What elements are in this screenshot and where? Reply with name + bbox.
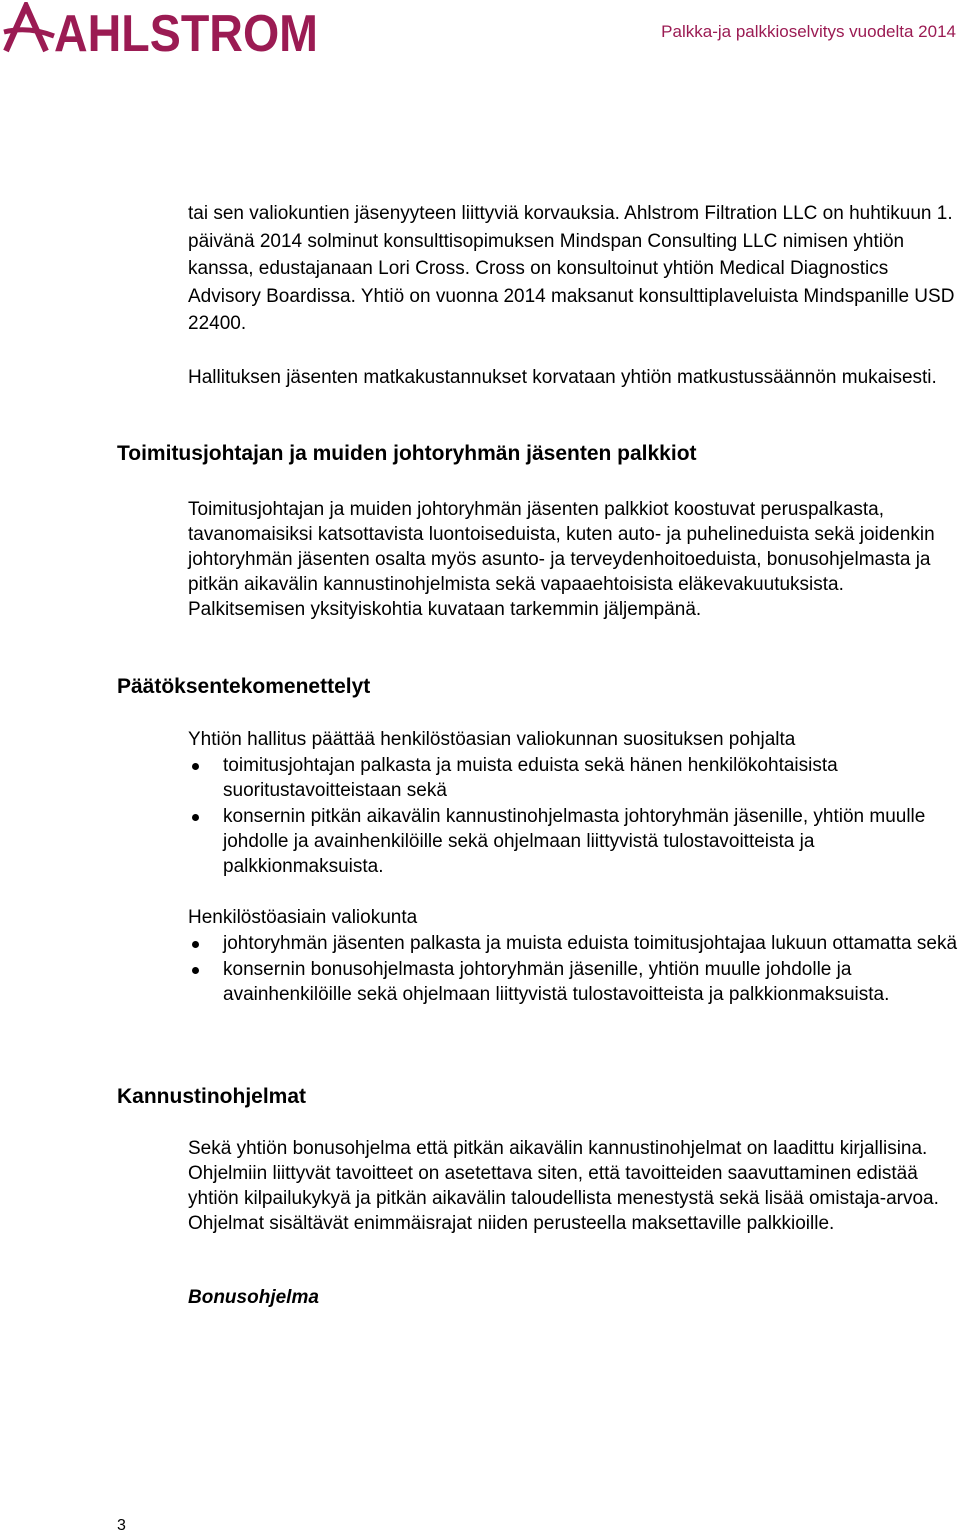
- committee-decision-list: [188, 931, 960, 1008]
- travel-expenses-paragraph: Hallituksen jäsenten matkakustannukset korvataan yhtiön matkustussäännön mukaisesti.: [188, 367, 937, 388]
- management-remuneration-heading: Toimitusjohtajan ja muiden johtoryhmän jäsenten palkkiot: [117, 442, 697, 465]
- board-decision-list: [188, 753, 960, 880]
- list-item: toimitusjohtajan palkasta ja muista eduista sekä hänen henkilökohtaisista suoritustavoitteistaan sekä: [188, 753, 960, 803]
- bonus-program-subheading: Bonusohjelma: [188, 1287, 319, 1308]
- bullet-icon: [192, 763, 199, 770]
- list-item: johtoryhmän jäsenten palkasta ja muista eduista toimitusjohtajaa lukuun ottamatta sekä: [188, 931, 960, 956]
- list-item: konsernin pitkän aikavälin kannustinohjelmasta johtoryhmän jäsenille, yhtiön muulle johdolle ja avainhenkilöille sekä ohjelmaan liittyvistä tulostavoitteista ja palkkionmaksuista.: [188, 804, 960, 879]
- bullet-icon: [192, 967, 199, 974]
- incentive-programs-paragraph: Sekä yhtiön bonusohjelma että pitkän aikavälin kannustinohjelmat on laadittu kirjallisina. Ohjelmiin liittyvät tavoitteet on asetettava siten, että tavoitteiden saavuttaminen edistää yhtiön kilpailukykyä ja pitkän aikavälin taloudellista menestystä sekä lisää omistaja-arvoa. Ohjelmat sisältävät enimmäisrajat niiden perusteella maksettaville palkkioille.: [188, 1138, 939, 1234]
- bullet-icon: [192, 814, 199, 821]
- document-title: Palkka-ja palkkioselvitys vuodelta 2014: [661, 22, 956, 41]
- management-remuneration-paragraph: Toimitusjohtajan ja muiden johtoryhmän jäsenten palkkiot koostuvat peruspalkasta, tavanomaisiksi katsottavista luontoiseduista, kuten auto- ja puhelineduista sekä joidenkin johtoryhmän jäsenten osalta myös asunto- ja terveydenhoitoeduista, bonusohjelmasta ja pitkän aikavälin kannustinohjelmista sekä vapaaehtoisista eläkevakuutuksista. Palkitsemisen yksityiskohtia kuvataan tarkemmin jäljempänä.: [188, 499, 935, 620]
- logo-wordmark: AHLSTROM: [54, 5, 318, 54]
- ahlstrom-logo-graphic: [2, 2, 320, 54]
- ahlstrom-logo: [2, 2, 320, 54]
- incentive-programs-heading: Kannustinohjelmat: [117, 1085, 307, 1108]
- decision-procedures-heading: Päätöksentekomenettelyt: [117, 675, 371, 698]
- list-item: konsernin bonusohjelmasta johtoryhmän jäsenille, yhtiön muulle johdolle ja avainhenkilöille sekä ohjelmaan liittyvistä tulostavoitteista ja palkkionmaksuista.: [188, 957, 960, 1007]
- bullet-icon: [192, 941, 199, 948]
- intro-paragraph: tai sen valiokuntien jäsenyyteen liittyviä korvauksia. Ahlstrom Filtration LLC on huhtikuun 1. päivänä 2014 solminut konsulttisopimuksen Mindspan Consulting LLC nimisen yhtiön kanssa, edustajanaan Lori Cross. Cross on konsultoinut yhtiön Medical Diagnostics Advisory Boardissa. Yhtiö on vuonna 2014 maksanut konsulttiplaveluista Mindspanille USD 22400.: [188, 203, 955, 334]
- page-number: 3: [117, 1517, 126, 1534]
- committee-intro: Henkilöstöasiain valiokunta: [188, 907, 418, 928]
- board-decision-intro: Yhtiön hallitus päättää henkilöstöasian valiokunnan suosituksen pohjalta: [188, 729, 796, 750]
